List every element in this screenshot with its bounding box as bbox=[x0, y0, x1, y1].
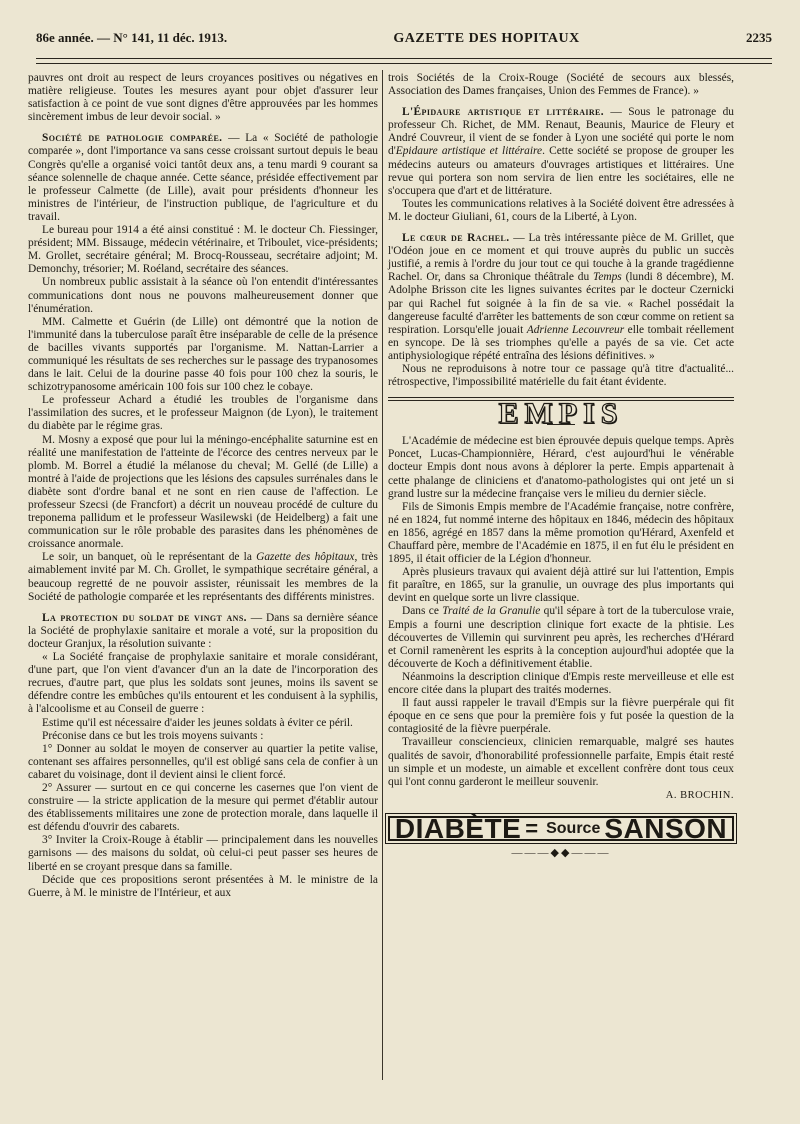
text: — Sous le patronage du professeur Ch. Richet, de MM. Renaut, Beaunis, Maurice de Fleury et André Couvreur, il vient de se fonder à Lyon une société qui porte le nom d' bbox=[388, 106, 734, 158]
paragraph: MM. Calmette et Guérin (de Lille) ont démontré que la notion de l'immunité dans la tuberculose paraît être inséparable de celle de la présence de bacilles vivants supportés par l'organisme. M. Nattan-Larrier a communiqué les résultats de ses recherches sur le passage des trypanosomes dans le lait. Celui de la dourine passe 40 fois pour 100 chez la souris, le schizotrypanosome américain 100 fois sur 100 chez le cobaye. bbox=[28, 315, 378, 394]
paragraph: Préconise dans ce but les trois moyens suivants : bbox=[42, 729, 264, 742]
page-number: 2235 bbox=[745, 30, 772, 45]
obituary-title: EMPIS bbox=[498, 397, 624, 431]
text: elle tombait réellement en syncope. De là ses triomphes qu'elle a payés de sa vie. Cet acte antiphysiologique répété entraîna des lésions définitives. » bbox=[388, 323, 734, 362]
text: . Cette société se propose de grouper les médecins auteurs ou amateurs d'ouvrages artistiques et littéraires. Une revue qui portera son nom servira de lien entre les sociétaires, elle ne s'occupera que d'art et de littérature. bbox=[388, 145, 734, 197]
journal-name: Gazette des hôpitaux bbox=[256, 551, 355, 564]
column-divider bbox=[382, 70, 383, 1080]
ornament-divider-icon: ———◆◆——— bbox=[511, 846, 611, 859]
paragraph: Le bureau pour 1914 a été ainsi constitué : M. le docteur Ch. Fiessinger, président; MM. Bissauge, médecin vétérinaire, et Triboulet, vice-présidents; M. Grollet, secrétaire général; M. Brocq-Rousseau, secrétaire adjoint; M. Demonchy, trésorier; M. Roéland, secrétaire des séances. bbox=[28, 224, 378, 276]
right-column bbox=[388, 72, 734, 860]
paragraph: Un nombreux public assistait à la séance où l'on entendit d'intéressantes communications dont nous ne pouvons malheureusement donner que l'énumération. bbox=[28, 276, 378, 315]
left-column bbox=[28, 72, 378, 900]
text: qu'il sépare à tort de la tuberculose vraie, Empis a fourni une description clinique fort exacte de la phtisie. Les découvertes de Villemin qui survinrent peu après, les recherches d'Hérard et Cornil ramenèrent les esprits à la conception aujourd'hui adoptée que la découverte de Koch a définitivement établie. bbox=[388, 605, 734, 670]
header-rule-thin bbox=[36, 63, 772, 64]
text: Le soir, un banquet, où le représentant de la bbox=[42, 551, 257, 564]
paragraph bbox=[388, 605, 734, 670]
advertisement bbox=[388, 812, 734, 844]
newspaper-name: Temps bbox=[593, 271, 622, 284]
section-title: L'Épidaure artistique et littéraire. bbox=[402, 106, 605, 119]
section-title: Le cœur de Rachel. bbox=[402, 232, 510, 245]
ad-word-sanson: SANSON bbox=[604, 812, 728, 844]
paragraph: Fils de Simonis Empis membre de l'Académie française, notre confrère, né en 1824, fut nommé interne des hôpitaux en 1846, médecin des hôpitaux en 1856, agrégé en 1857 dans la même promotion qu'Hérard, Axenfeld et Chauffard père, membre de l'Académie en 1875, il en fut élu le président en 1895, il était officier de la Légion d'honneur. bbox=[388, 500, 734, 566]
article-pathologie-comparee bbox=[28, 132, 378, 224]
page-header bbox=[36, 30, 772, 54]
text: (lundi 8 décembre), M. Adolphe Brisson cite les lignes suivantes écrites par le docteur Czernicki par qui Rachel fut soignée à la fin de sa vie. « Rachel possédait la dangereuse faculté d'arrêter les battements de son cœur comme on retient sa respiration. Lorsqu'elle jouait bbox=[388, 271, 734, 336]
book-title: Traité de la Granulie bbox=[442, 605, 541, 618]
paragraph: Après plusieurs travaux qui avaient déjà attiré sur lui l'attention, Empis fit paraître, en 1865, sur la granulie, un ouvrage des plus importants qui devint en quelque sorte un livre classique. bbox=[388, 566, 734, 605]
paragraph: Il faut aussi rappeler le travail d'Empis sur la fièvre puerpérale qui fit époque en ce sens que pour la première fois y fut posée la question de la contagiosité de la fièvre puerpérale. bbox=[388, 697, 734, 736]
text: , très aimablement invité par M. Ch. Grollet, le sympathique secrétaire général, a beaucoup regretté de ne pouvoir assister, réunissait les membres de la Société de pathologie comparée et les représentants des différents ministres. bbox=[28, 551, 378, 603]
text: Dans ce bbox=[402, 605, 443, 618]
paragraph: M. Mosny a exposé que pour lui la méningo-encéphalite saturnine est en réalité une manifestation de l'atteinte de l'écorce des centres nerveux par le plomb. M. Borrel a étudié la mélanose du cheval; M. Gellé (de Lille) a montré à l'aide de projections que les lésions des capsules surrénales dans le diabète sont d'ordre banal et ne sont en rien cause de l'affection. Le professeur Szecsi (de Francfort) a décrit un nouveau procédé de culture du treponema pallidum et le professeur Wasilewski (de Heidelberg) a fait une communication sur le rôle probable des parasites dans les phénomènes de croissance anormale. bbox=[28, 433, 378, 551]
section-title: Société de pathologie comparée. bbox=[42, 132, 223, 145]
article-coeur-rachel bbox=[388, 232, 734, 363]
paragraph: 2° Assurer — surtout en ce qui concerne les casernes que l'on vient de construire — la stricte application de la mesure qui permet d'établir autour des établissements militaires une zone de protection morale, dans laquelle il est défendu d'ouvrir des cabarets. bbox=[28, 781, 378, 834]
paragraph: Estime qu'il est nécessaire d'aider les jeunes soldats à éviter ce péril. bbox=[42, 716, 353, 729]
author-signature: A. BROCHIN. bbox=[665, 789, 734, 801]
paragraph-text: — La « Société de pathologie comparée », dont l'importance va sans cesse croissant surtout depuis le beau Congrès qu'elle a organisé voici tantôt deux ans, a tenu mardi 9 courant sa séance solennelle de chaque année. Cette séance, présidée effectivement par le professeur Calmette (de Lille), avait pour présidents d'honneur les ministres de l'intérieur, de l'instruction publique, de l'agriculture et du travail. bbox=[28, 132, 379, 223]
section-title: La protection du soldat de vingt ans. bbox=[42, 611, 247, 624]
paragraph: 3° Inviter la Croix-Rouge à établir — principalement dans les nouvelles garnisons — des maisons du soldat, où celui-ci peut passer ses heures de liberté en se croyant presque dans sa famille. bbox=[28, 834, 378, 873]
paragraph: pauvres ont droit au respect de leurs croyances positives ou négatives en matière religieuse. Toutes les mesures ayant pour objet d'assurer leur satisfaction à ce point de vue sont dignes d'être approuvées par les hommes sincèrement imbus de leur devoir social. » bbox=[28, 72, 378, 124]
paragraph: Le professeur Achard a étudié les troubles de l'organisme dans l'assimilation des sucres, et le professeur Maignon (de Lyon), le traitement du diabète par le régime gras. bbox=[28, 394, 378, 433]
paragraph: Travailleur consciencieux, clinicien remarquable, malgré ses hautes qualités de savoir, d'honorabilité professionnelle parfaite, Empis était resté un simple et un modeste, un aimable et excellent confrère dont tous ceux qui l'ont connu garderont le meilleur souvenir. bbox=[388, 736, 734, 788]
society-name: Epidaure artistique et littéraire bbox=[395, 145, 543, 158]
paragraph: Toutes les communications relatives à la Société doivent être adressées à M. le docteur Giuliani, 61, cours de la Liberté, à Lyon. bbox=[388, 197, 734, 223]
paragraph bbox=[28, 551, 378, 603]
ad-word-source: Source bbox=[546, 819, 601, 837]
paragraph: trois Sociétés de la Croix-Rouge (Société de secours aux blessés, Association des Dames françaises, Union des Femmes de France). » bbox=[388, 72, 734, 98]
paragraph: « La Société française de prophylaxie sanitaire et morale considérant, d'une part, que l'on vient d'avancer d'un an la date de l'incorporation des recrues, d'autre part, que plus les soldats sont jeunes, moins ils savent se défendre contre les embûches qu'ils entourent et les conduisent à la syphilis, à l'alcoolisme et au Conseil de guerre : bbox=[28, 651, 378, 716]
paragraph: Néanmoins la description clinique d'Empis reste merveilleuse et elle est encore citée dans la plupart des traités modernes. bbox=[388, 670, 734, 697]
paragraph: 1° Donner au soldat le moyen de conserver au quartier la petite valise, contenant ses affaires personnelles, qu'il est obligé sans cela de confier à un cabaret du voisinage, dont il devient ainsi le client forcé. bbox=[28, 742, 378, 781]
header-rule bbox=[36, 58, 772, 59]
paragraph: Nous ne reproduisons à notre tour ce passage qu'à titre d'actualité... rétrospective, l'impossibilité matérielle du fait étant évidente. bbox=[388, 362, 734, 389]
play-title: Adrienne Lecouvreur bbox=[526, 323, 625, 336]
ad-word-diabete: DIABÈTE bbox=[394, 812, 522, 844]
journal-title: GAZETTE DES HOPITAUX bbox=[393, 31, 580, 46]
issue-info: 86e année. — N° 141, 11 déc. 1913. bbox=[36, 30, 228, 45]
paragraph-text: — Dans sa dernière séance la Société de prophylaxie sanitaire et morale a voté, sur la proposition du docteur Granjux, la résolution suivante : bbox=[28, 611, 378, 650]
paragraph: Décide que ces propositions seront présentées à M. le ministre de la Guerre, à M. le ministre de l'Intérieur, et aux bbox=[28, 873, 378, 899]
ad-equals: = bbox=[525, 815, 539, 841]
article-epidaure bbox=[388, 106, 734, 198]
text: — La très intéressante pièce de M. Grillet, que l'Odéon joue en ce moment et qui trouve auprès du public un succès justifié, a remis à l'ordre du jour tout ce qui touche à la grande tragédienne Rachel. Or, dans sa Chronique théâtrale du bbox=[388, 232, 734, 284]
paragraph: L'Académie de médecine est bien éprouvée depuis quelque temps. Après Poncet, Lucas-Championnière, Hérard, c'est aujourd'hui le vénérable docteur Empis dont nous avons à déplorer la perte. Empis appartenait à cette phalange de cliniciens et d'anatomo-pathologistes qui ont jeté un si grand lustre sur la médecine française vers le milieu du dernier siècle. bbox=[388, 435, 734, 500]
article-protection-soldat bbox=[28, 612, 378, 651]
